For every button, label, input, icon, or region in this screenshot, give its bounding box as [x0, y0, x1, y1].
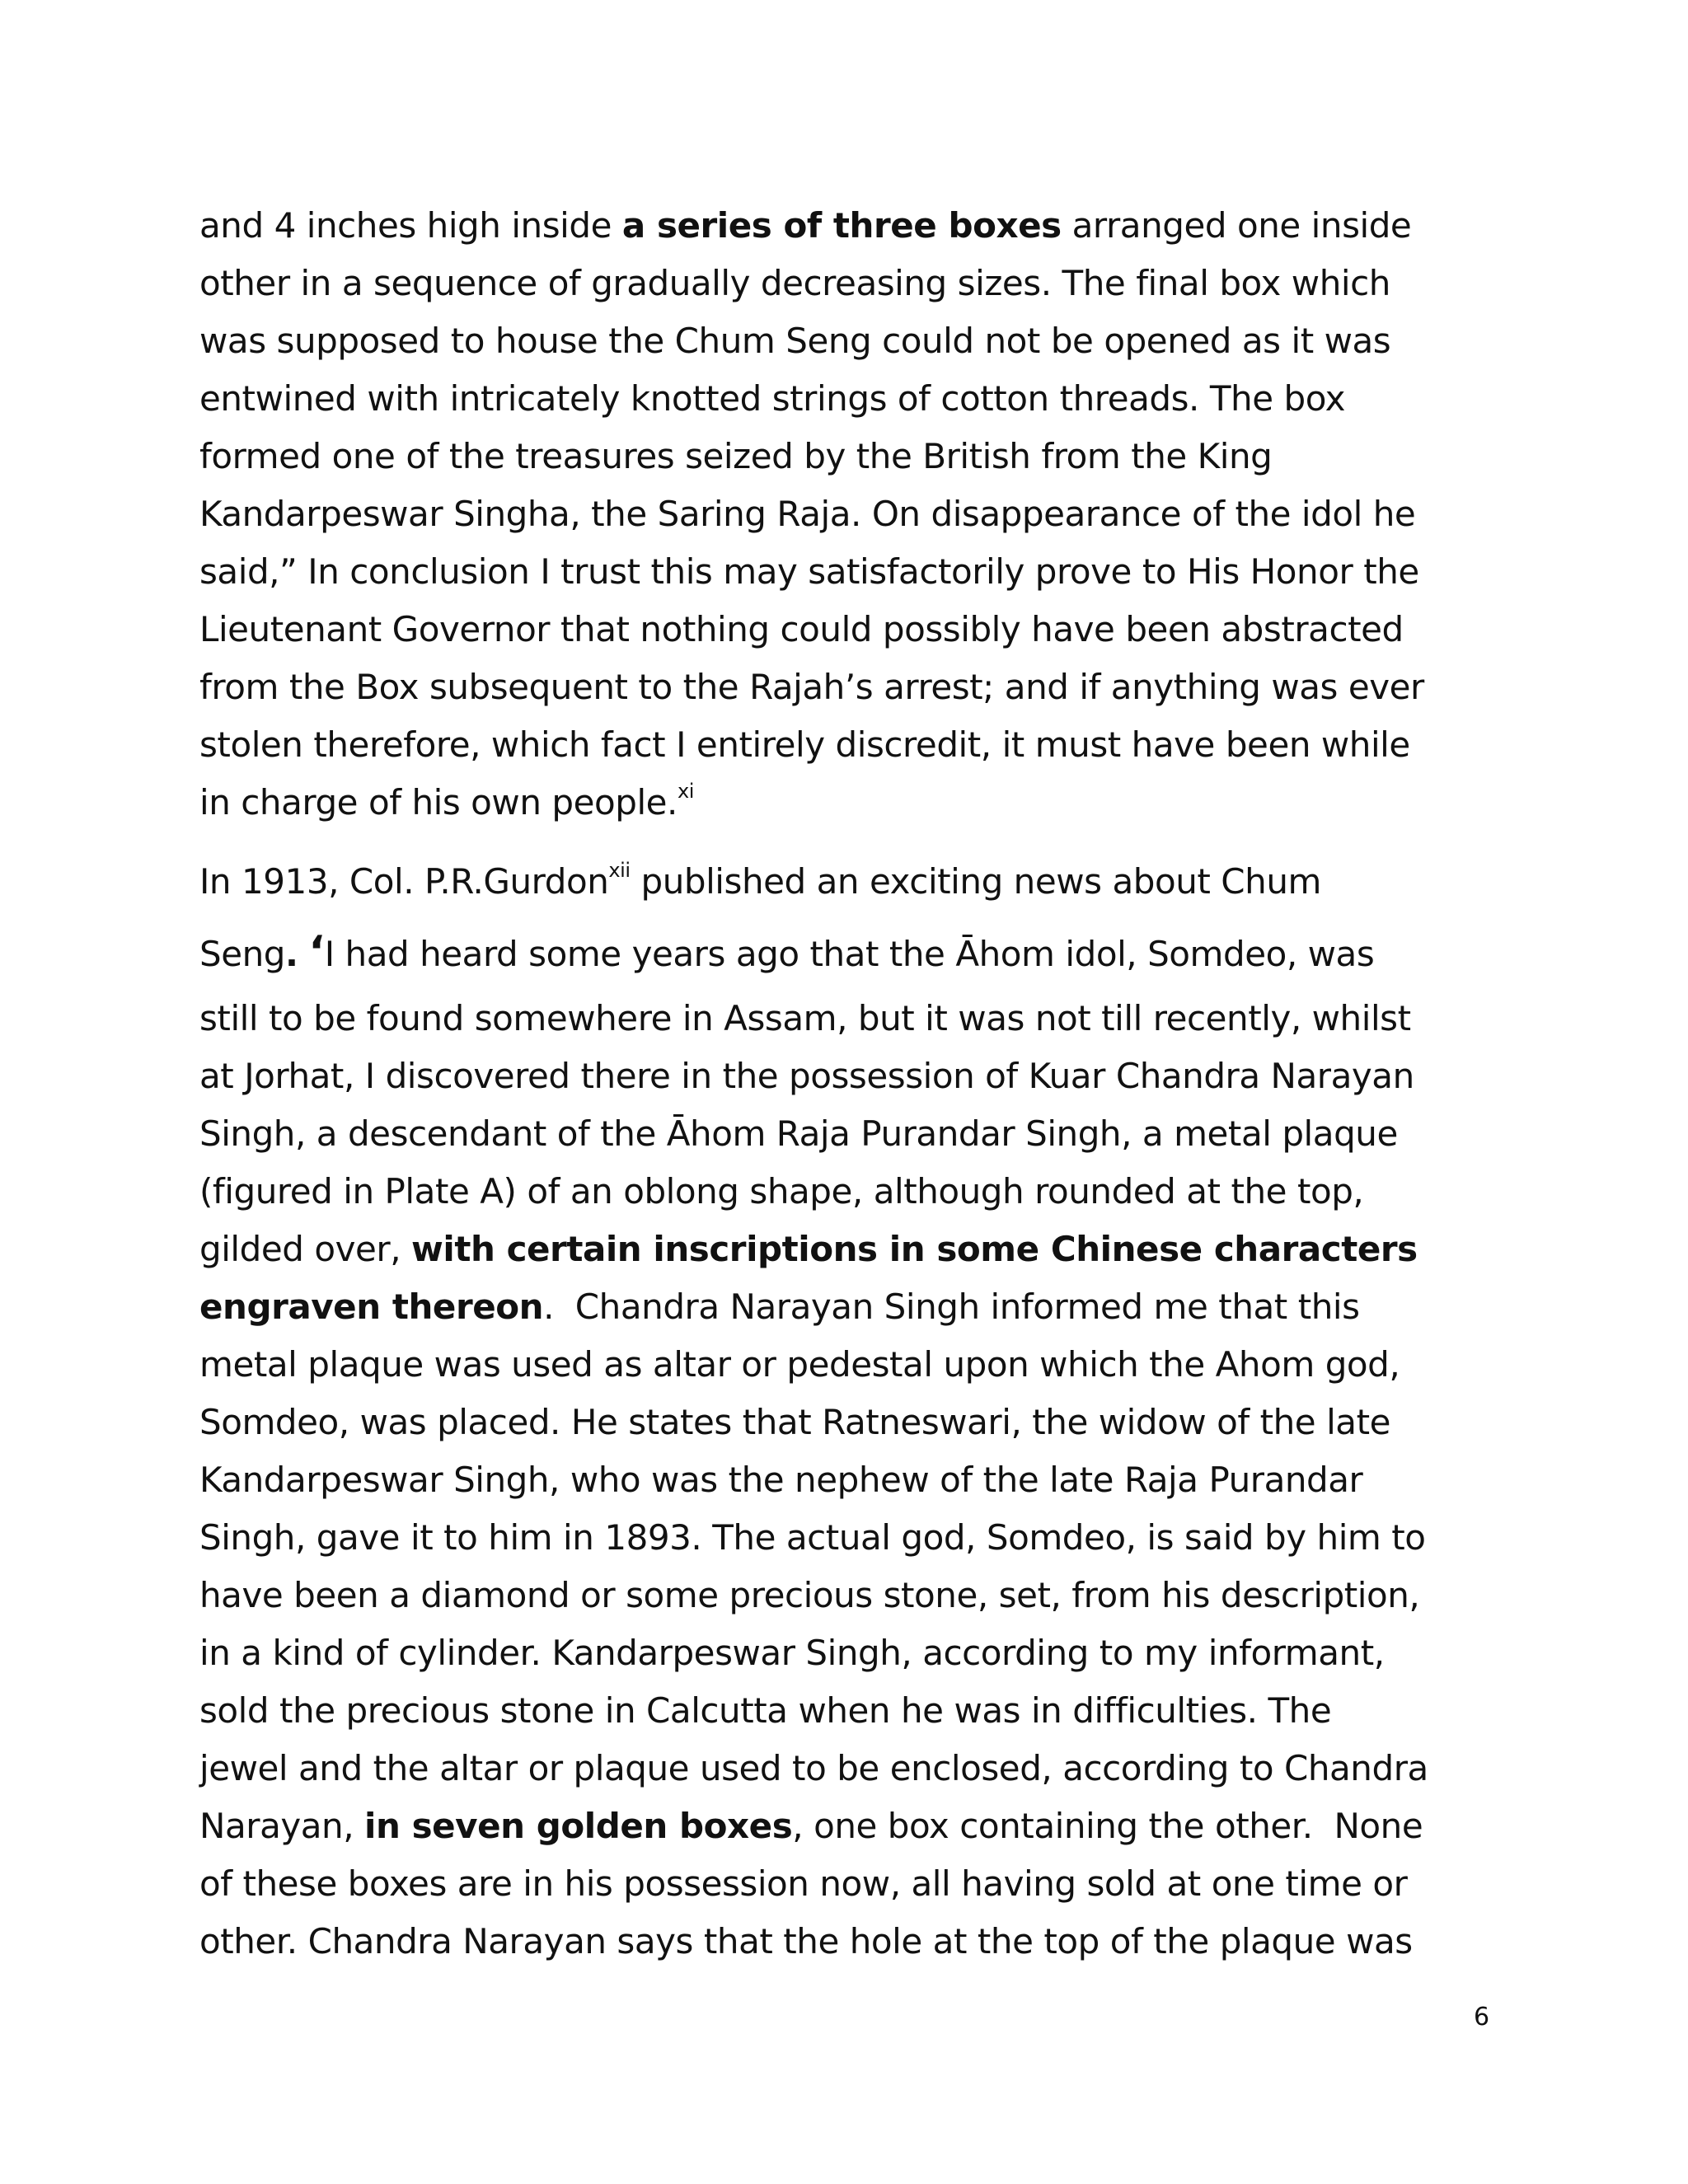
text-line: Somdeo, was placed. He states that Ratneswari, the widow of the late: [199, 1402, 1390, 1442]
endnote-marker[interactable]: xi: [677, 780, 694, 803]
text-line: still to be found somewhere in Assam, but it was not till recently, whilst: [199, 998, 1411, 1038]
text-span: Narayan,: [199, 1806, 365, 1846]
text-line: of these boxes are in his possession now, all having sold at one time or: [199, 1863, 1408, 1904]
text-line: Singh, gave it to him in 1893. The actual god, Somdeo, is said by him to: [199, 1517, 1426, 1558]
text-line: sold the precious stone in Calcutta when he was in difficulties. The: [199, 1690, 1332, 1731]
text-line: Singh, a descendant of the Āhom Raja Purandar Singh, a metal plaque: [199, 1113, 1398, 1154]
text-line: [199, 1226, 1418, 1272]
text-line: Kandarpeswar Singha, the Saring Raja. On disappearance of the idol he: [199, 494, 1416, 534]
text-line: in a kind of cylinder. Kandarpeswar Singh, according to my informant,: [199, 1633, 1385, 1673]
text-span: , one box containing the other. None: [792, 1806, 1423, 1846]
bold-text: with certain inscriptions in some Chinese characters: [411, 1229, 1418, 1269]
text-line: metal plaque was used as altar or pedestal upon which the Ahom god,: [199, 1344, 1400, 1385]
text-line: from the Box subsequent to the Rajah’s arrest; and if anything was ever: [199, 667, 1424, 707]
text-line: Lieutenant Governor that nothing could possibly have been abstracted: [199, 609, 1404, 649]
text-line: [199, 203, 1411, 249]
text-span: arranged one inside: [1061, 205, 1412, 246]
text-line: [199, 1803, 1423, 1849]
text-span: In 1913, Col. P.R.Gurdon: [199, 861, 609, 902]
text-span: I had heard some years ago that the Āhom idol, Somdeo, was: [324, 934, 1375, 974]
text-line: entwined with intricately knotted strings of cotton threads. The box: [199, 378, 1346, 419]
text-line: was supposed to house the Chum Seng could not be opened as it was: [199, 321, 1391, 361]
text-span: Seng: [199, 934, 285, 974]
text-span: gilded over,: [199, 1229, 412, 1269]
text-span: in charge of his own people.: [199, 782, 678, 823]
endnote-marker[interactable]: xii: [608, 859, 631, 882]
bold-period: .: [284, 934, 298, 974]
text-line: [199, 1284, 1360, 1330]
text-line: jewel and the altar or plaque used to be enclosed, according to Chandra: [199, 1748, 1428, 1788]
text-line: stolen therefore, which fact I entirely discredit, it must have been while: [199, 724, 1410, 765]
page-number: 6: [1474, 2003, 1490, 2032]
bold-text: in seven golden boxes: [364, 1806, 793, 1846]
text-line: (figured in Plate A) of an oblong shape, although rounded at the top,: [199, 1171, 1364, 1212]
text-span: published an exciting news about Chum: [630, 861, 1321, 902]
open-quote-mark: ‘: [308, 927, 325, 977]
text-line: [199, 859, 1321, 905]
text-line: formed one of the treasures seized by the British from the King: [199, 436, 1273, 476]
text-line: said,” In conclusion I trust this may satisfactorily prove to His Honor the: [199, 551, 1419, 592]
text-span: . Chandra Narayan Singh informed me that this: [543, 1286, 1360, 1327]
text-line: at Jorhat, I discovered there in the possession of Kuar Chandra Narayan: [199, 1056, 1414, 1096]
text-line: have been a diamond or some precious stone, set, from his description,: [199, 1575, 1420, 1615]
text-line: other. Chandra Narayan says that the hole at the top of the plaque was: [199, 1921, 1413, 1961]
text-line: Kandarpeswar Singh, who was the nephew of the late Raja Purandar: [199, 1460, 1363, 1500]
text-line: [199, 927, 1375, 977]
text-line: other in a sequence of gradually decreasing sizes. The final box which: [199, 263, 1390, 303]
bold-text: engraven thereon: [199, 1286, 544, 1327]
bold-text: a series of three boxes: [621, 205, 1062, 246]
text-span: and 4 inches high inside: [199, 205, 622, 246]
text-line: [199, 780, 694, 826]
